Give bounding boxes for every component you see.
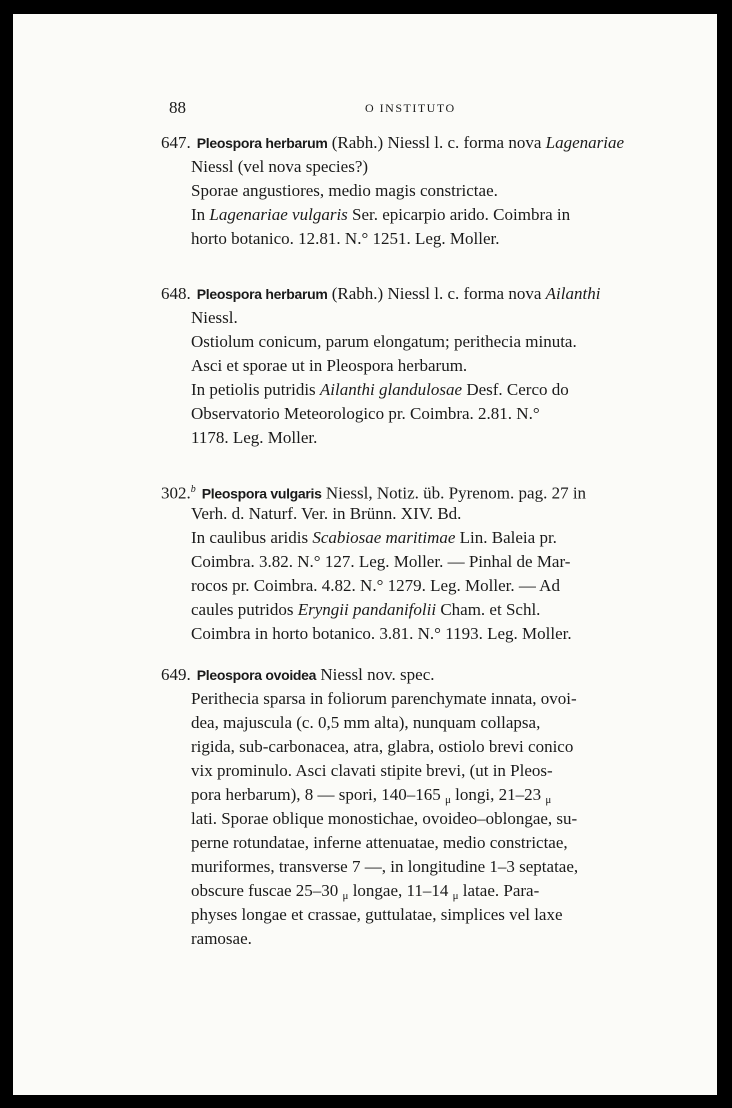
entry-line: Perithecia sparsa in foliorum parenchymate innata, ovoi- [191,689,577,708]
entry-text: Ser. epicarpio arido. Coimbra in [347,205,571,224]
italic-taxon: Lagenariae vulgaris [209,205,348,224]
entry-heading-line [161,663,661,687]
entry-line: Niessl. [191,308,238,327]
entry-text: In caulibus aridis [191,528,313,547]
page [13,14,717,1095]
entry-649 [161,663,661,951]
italic-taxon: Ailanthi [545,284,601,303]
entry-text: Niessl nov. spec. [316,665,435,684]
entry-line [161,203,661,227]
page-number: 88 [169,98,186,117]
entry-text: Niessl, Notiz. üb. Pyrenom. pag. 27 in [321,483,587,503]
entry-text: (Rabh.) Niessl l. c. forma nova [327,284,546,303]
entry-line: Sporae angustiores, medio magis constrictae. [191,181,498,200]
entry-heading-line [161,131,661,155]
page-header [169,98,549,122]
entry-text: caules putridos [191,600,298,619]
entry-line: lati. Sporae oblique monostichae, ovoideo–oblongae, su- [191,809,578,828]
entry-line: dea, majuscula (c. 0,5 mm alta), nunquam collapsa, [191,713,541,732]
entry-line: horto botanico. 12.81. N.° 1251. Leg. Moller. [191,229,500,248]
entry-text: Desf. Cerco do [462,380,569,399]
entry-heading-line [161,282,661,306]
micron-symbol: μ [342,890,349,902]
entry-647 [161,131,661,251]
running-title: O INSTITUTO [365,101,456,115]
entry-line: Niessl (vel nova species?) [191,157,369,176]
entry-line: Ostiolum conicum, parum elongatum; perithecia minuta. [191,332,577,351]
entry-text: (Rabh.) Niessl l. c. forma nova [327,133,546,152]
italic-taxon: Lagenariae [545,133,625,152]
entry-text: In [191,205,210,224]
entry-line: Coimbra. 3.82. N.° 127. Leg. Moller. — Pinhal de Mar- [191,552,571,571]
entry-text: Cham. et Schl. [436,600,541,619]
entry-line: rigida, sub-carbonacea, atra, glabra, ostiolo brevi conico [191,737,574,756]
entry-number-superscript: b [190,484,196,495]
entry-line: perne rotundatae, inferne attenuatae, medio constrictae, [191,833,568,852]
species-name: Pleospora vulgaris [201,485,322,502]
entry-heading-line [161,478,661,502]
micron-symbol: μ [445,794,451,806]
entry-number: 648. [161,284,191,303]
entry-number: 649. [161,665,191,684]
entry-line [161,598,661,622]
entry-line [161,879,661,903]
entry-line: vix prominulo. Asci clavati stipite brevi, (ut in Pleos- [191,761,553,780]
entry-text: latae. Para- [458,881,540,900]
entry-text: longae, 11–14 [348,881,453,900]
entry-line [161,378,661,402]
entry-text: In petiolis putridis [191,380,320,399]
micron-symbol: μ [452,890,459,902]
entry-text: Lin. Baleia pr. [455,528,557,547]
entry-number-main: 302. [161,483,191,503]
entry-text: longi, 21–23 [450,785,546,804]
micron-symbol: μ [545,794,552,806]
entry-line: rocos pr. Coimbra. 4.82. N.° 1279. Leg. Moller. — Ad [191,576,560,595]
entry-648 [161,282,661,450]
entry-text: obscure fuscae 25–30 [191,881,343,900]
entry-number: 647. [161,133,191,152]
entry-line: Verh. d. Naturf. Ver. in Brünn. XIV. Bd. [191,504,462,523]
italic-taxon: Ailanthi glandulosae [319,380,463,399]
species-name: Pleospora ovoidea [196,667,317,683]
entry-line: muriformes, transverse 7 —, in longitudine 1–3 septatae, [191,857,579,876]
italic-taxon: Scabiosae maritimae [312,528,456,547]
entry-line: Asci et sporae ut in Pleospora herbarum. [191,356,468,375]
entry-line: physes longae et crassae, guttulatae, simplices vel laxe [191,905,563,924]
entry-line: Observatorio Meteorologico pr. Coimbra. 2.81. N.° [191,404,540,423]
species-name: Pleospora herbarum [196,286,328,302]
italic-taxon: Eryngii pandanifolii [297,600,437,619]
entry-line [161,526,661,550]
species-name: Pleospora herbarum [196,135,328,151]
entry-line: Coimbra in horto botanico. 3.81. N.° 1193. Leg. Moller. [191,624,572,643]
entry-line: ramosae. [191,929,252,948]
entry-text: pora herbarum), 8 — spori, 140–165 [191,785,446,804]
entry-302b [161,478,661,646]
entry-line: 1178. Leg. Moller. [191,428,318,447]
entry-line [161,783,661,807]
